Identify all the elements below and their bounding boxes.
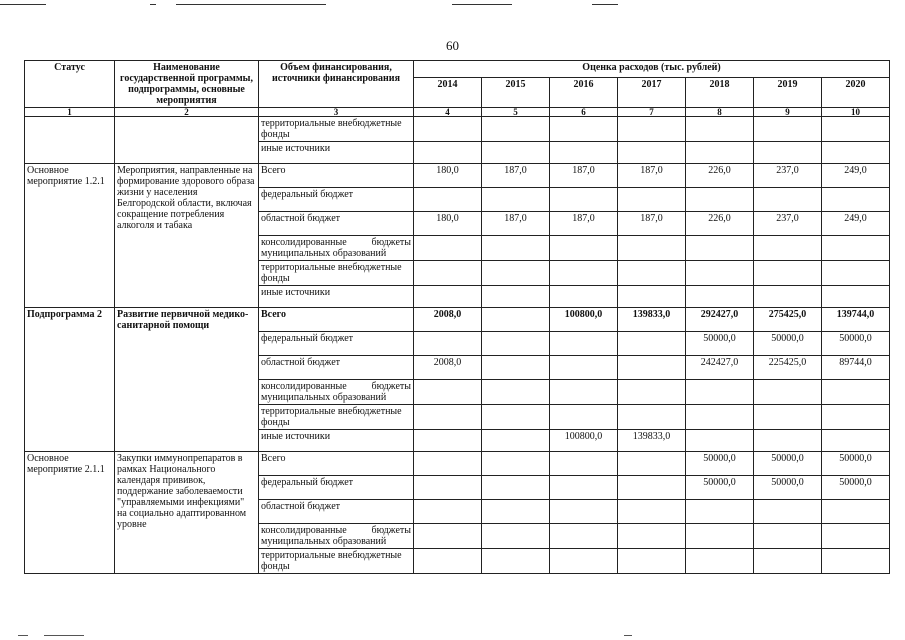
- column-number: 4: [414, 108, 482, 117]
- program-name-cell: Развитие первичной медико-санитарной помощи: [115, 308, 259, 452]
- program-name-cell: Мероприятия, направленные на формирование здорового образа жизни у населения Белгородской области, включая сокращение потребления алкоголя и табака: [115, 164, 259, 308]
- amount-cell: 249,0: [822, 212, 890, 236]
- header-year: 2014: [414, 77, 482, 107]
- amount-cell: [414, 117, 482, 142]
- amount-cell: [754, 236, 822, 261]
- amount-cell: 50000,0: [822, 476, 890, 500]
- amount-cell: [618, 236, 686, 261]
- amount-cell: 237,0: [754, 212, 822, 236]
- funding-source-cell: иные источники: [259, 286, 414, 308]
- amount-cell: 226,0: [686, 212, 754, 236]
- amount-cell: [550, 117, 618, 142]
- program-name-cell: [115, 117, 259, 164]
- amount-cell: 187,0: [618, 212, 686, 236]
- scan-bottom-edge: [0, 632, 905, 638]
- funding-source-cell: федеральный бюджет: [259, 332, 414, 356]
- amount-cell: [550, 188, 618, 212]
- amount-cell: 50000,0: [686, 452, 754, 476]
- amount-cell: [414, 380, 482, 405]
- amount-cell: [482, 117, 550, 142]
- amount-cell: [686, 380, 754, 405]
- amount-cell: 187,0: [618, 164, 686, 188]
- amount-cell: 50000,0: [754, 332, 822, 356]
- amount-cell: [482, 332, 550, 356]
- amount-cell: 225425,0: [754, 356, 822, 380]
- funding-source-cell: областной бюджет: [259, 500, 414, 524]
- funding-source-cell: территориальные внебюджетные фонды: [259, 405, 414, 430]
- amount-cell: [550, 286, 618, 308]
- amount-cell: [686, 117, 754, 142]
- amount-cell: 237,0: [754, 164, 822, 188]
- header-name: Наименование государственной программы, подпрограммы, основные мероприятия: [115, 61, 259, 108]
- amount-cell: [754, 261, 822, 286]
- header-year: 2015: [482, 77, 550, 107]
- funding-source-cell: территориальные внебюджетные фонды: [259, 117, 414, 142]
- amount-cell: [822, 188, 890, 212]
- table-body: [25, 117, 890, 574]
- funding-source-cell: иные источники: [259, 142, 414, 164]
- amount-cell: [550, 380, 618, 405]
- amount-cell: [618, 524, 686, 549]
- funding-source-cell: [259, 236, 414, 261]
- column-number: 2: [115, 108, 259, 117]
- amount-cell: [822, 430, 890, 452]
- amount-cell: 226,0: [686, 164, 754, 188]
- amount-cell: [754, 549, 822, 574]
- amount-cell: 187,0: [482, 164, 550, 188]
- amount-cell: [822, 500, 890, 524]
- amount-cell: [686, 236, 754, 261]
- amount-cell: [686, 142, 754, 164]
- amount-cell: [414, 142, 482, 164]
- header-financing: Объем финансирования, источники финансирования: [259, 61, 414, 108]
- header-year: 2019: [754, 77, 822, 107]
- amount-cell: 50000,0: [754, 476, 822, 500]
- amount-cell: [618, 332, 686, 356]
- amount-cell: [550, 549, 618, 574]
- amount-cell: 50000,0: [686, 332, 754, 356]
- amount-cell: [754, 286, 822, 308]
- amount-cell: [550, 142, 618, 164]
- column-number: 7: [618, 108, 686, 117]
- amount-cell: [482, 524, 550, 549]
- amount-cell: [482, 452, 550, 476]
- amount-cell: [482, 236, 550, 261]
- table-row: [25, 164, 890, 188]
- funding-source-cell: областной бюджет: [259, 212, 414, 236]
- amount-cell: 139744,0: [822, 308, 890, 332]
- amount-cell: [414, 332, 482, 356]
- funding-source-word: консолидированные: [261, 381, 347, 392]
- amount-cell: 50000,0: [686, 476, 754, 500]
- amount-cell: [686, 261, 754, 286]
- amount-cell: [618, 142, 686, 164]
- amount-cell: [686, 286, 754, 308]
- table-row: [25, 452, 890, 476]
- funding-source-cell: [259, 524, 414, 549]
- funding-source-word: консолидированные: [261, 237, 347, 248]
- amount-cell: 292427,0: [686, 308, 754, 332]
- amount-cell: [618, 286, 686, 308]
- amount-cell: [414, 286, 482, 308]
- amount-cell: [482, 476, 550, 500]
- column-number: 1: [25, 108, 115, 117]
- funding-source-cell: иные источники: [259, 430, 414, 452]
- funding-source-line: [261, 237, 411, 248]
- header-status: Статус: [25, 61, 115, 108]
- amount-cell: [686, 524, 754, 549]
- amount-cell: [618, 188, 686, 212]
- scan-top-edge: [0, 0, 905, 8]
- amount-cell: [822, 261, 890, 286]
- header-year: 2018: [686, 77, 754, 107]
- status-cell: Основное мероприятие 1.2.1: [25, 164, 115, 308]
- funding-source-word: бюджеты: [371, 381, 411, 392]
- amount-cell: 50000,0: [822, 452, 890, 476]
- funding-source-line: [261, 381, 411, 392]
- amount-cell: [482, 142, 550, 164]
- amount-cell: [482, 430, 550, 452]
- funding-source-cell: Всего: [259, 164, 414, 188]
- amount-cell: [414, 236, 482, 261]
- amount-cell: 180,0: [414, 164, 482, 188]
- funding-source-word: консолидированные: [261, 525, 347, 536]
- funding-source-line: муниципальных образований: [261, 392, 387, 403]
- amount-cell: [618, 549, 686, 574]
- funding-source-cell: Всего: [259, 308, 414, 332]
- amount-cell: [618, 405, 686, 430]
- amount-cell: [414, 430, 482, 452]
- amount-cell: [754, 117, 822, 142]
- amount-cell: [550, 500, 618, 524]
- amount-cell: 275425,0: [754, 308, 822, 332]
- table-header: [25, 61, 890, 117]
- table-row: [25, 117, 890, 142]
- amount-cell: [550, 236, 618, 261]
- amount-cell: 89744,0: [822, 356, 890, 380]
- column-number: 10: [822, 108, 890, 117]
- amount-cell: [754, 500, 822, 524]
- amount-cell: [686, 500, 754, 524]
- amount-cell: 249,0: [822, 164, 890, 188]
- page-number: 60: [446, 38, 459, 53]
- amount-cell: [822, 286, 890, 308]
- amount-cell: [618, 356, 686, 380]
- amount-cell: 2008,0: [414, 356, 482, 380]
- amount-cell: [618, 261, 686, 286]
- budget-table: [24, 60, 890, 574]
- amount-cell: 180,0: [414, 212, 482, 236]
- funding-source-cell: территориальные внебюджетные фонды: [259, 261, 414, 286]
- amount-cell: [618, 476, 686, 500]
- funding-source-cell: федеральный бюджет: [259, 188, 414, 212]
- amount-cell: 242427,0: [686, 356, 754, 380]
- amount-cell: [482, 188, 550, 212]
- amount-cell: [822, 549, 890, 574]
- amount-cell: 100800,0: [550, 430, 618, 452]
- program-name-cell: Закупки иммунопрепаратов в рамках Национального календаря прививок, поддержание заболеваемости "управляемыми инфекциями" на социально адаптированном уровне: [115, 452, 259, 574]
- amount-cell: [822, 236, 890, 261]
- funding-source-line: [261, 525, 411, 536]
- amount-cell: [754, 380, 822, 405]
- header-estimate: Оценка расходов (тыс. рублей): [414, 61, 890, 78]
- amount-cell: [414, 500, 482, 524]
- column-number: 8: [686, 108, 754, 117]
- amount-cell: 50000,0: [754, 452, 822, 476]
- amount-cell: 139833,0: [618, 308, 686, 332]
- amount-cell: 2008,0: [414, 308, 482, 332]
- funding-source-cell: Всего: [259, 452, 414, 476]
- amount-cell: [550, 524, 618, 549]
- amount-cell: [822, 380, 890, 405]
- status-cell: Подпрограмма 2: [25, 308, 115, 452]
- column-number: 3: [259, 108, 414, 117]
- amount-cell: [822, 524, 890, 549]
- amount-cell: [550, 405, 618, 430]
- amount-cell: [686, 188, 754, 212]
- amount-cell: [414, 476, 482, 500]
- amount-cell: [482, 286, 550, 308]
- funding-source-cell: федеральный бюджет: [259, 476, 414, 500]
- funding-source-line: муниципальных образований: [261, 248, 387, 259]
- amount-cell: [482, 500, 550, 524]
- amount-cell: [754, 188, 822, 212]
- amount-cell: [754, 142, 822, 164]
- amount-cell: [414, 405, 482, 430]
- funding-source-word: бюджеты: [371, 237, 411, 248]
- amount-cell: [822, 142, 890, 164]
- funding-source-line: муниципальных образований: [261, 536, 387, 547]
- amount-cell: [754, 430, 822, 452]
- amount-cell: [482, 380, 550, 405]
- amount-cell: [482, 356, 550, 380]
- amount-cell: [414, 452, 482, 476]
- amount-cell: [754, 405, 822, 430]
- amount-cell: [482, 405, 550, 430]
- amount-cell: [550, 452, 618, 476]
- amount-cell: [618, 380, 686, 405]
- amount-cell: [686, 430, 754, 452]
- amount-cell: [686, 405, 754, 430]
- amount-cell: 187,0: [550, 212, 618, 236]
- status-cell: Основное мероприятие 2.1.1: [25, 452, 115, 574]
- amount-cell: [414, 261, 482, 286]
- column-number: 6: [550, 108, 618, 117]
- amount-cell: [482, 261, 550, 286]
- amount-cell: 50000,0: [822, 332, 890, 356]
- amount-cell: 187,0: [550, 164, 618, 188]
- funding-source-word: бюджеты: [371, 525, 411, 536]
- amount-cell: 187,0: [482, 212, 550, 236]
- amount-cell: [618, 117, 686, 142]
- amount-cell: [550, 332, 618, 356]
- amount-cell: [482, 549, 550, 574]
- funding-source-cell: территориальные внебюджетные фонды: [259, 549, 414, 574]
- status-cell: [25, 117, 115, 164]
- amount-cell: [822, 405, 890, 430]
- amount-cell: [686, 549, 754, 574]
- amount-cell: [618, 500, 686, 524]
- header-year: 2016: [550, 77, 618, 107]
- amount-cell: 100800,0: [550, 308, 618, 332]
- amount-cell: [822, 117, 890, 142]
- amount-cell: [550, 476, 618, 500]
- amount-cell: [482, 308, 550, 332]
- amount-cell: [550, 261, 618, 286]
- column-number: 5: [482, 108, 550, 117]
- header-year: 2020: [822, 77, 890, 107]
- header-year: 2017: [618, 77, 686, 107]
- funding-source-cell: [259, 380, 414, 405]
- amount-cell: [550, 356, 618, 380]
- amount-cell: [618, 452, 686, 476]
- amount-cell: [414, 524, 482, 549]
- column-number: 9: [754, 108, 822, 117]
- amount-cell: [754, 524, 822, 549]
- amount-cell: [414, 549, 482, 574]
- amount-cell: 139833,0: [618, 430, 686, 452]
- funding-source-cell: областной бюджет: [259, 356, 414, 380]
- amount-cell: [414, 188, 482, 212]
- table-row: [25, 308, 890, 332]
